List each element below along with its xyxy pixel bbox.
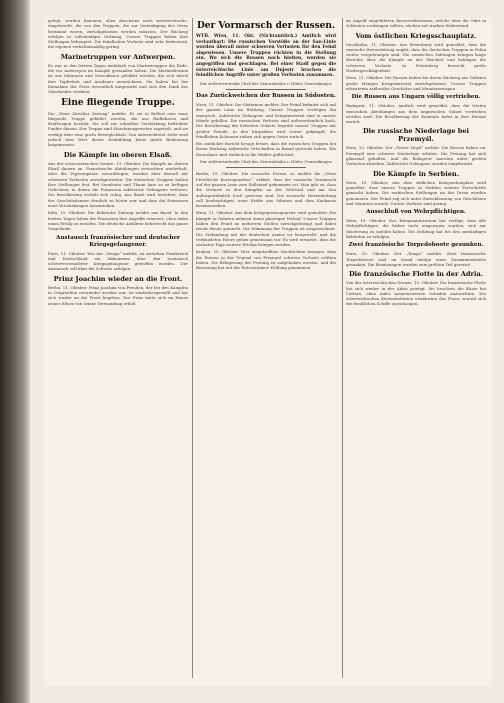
- article-text: Köln, 10. Oktober. Die Kölnische Zeitung meldet aus Basel: In den letzten Tagen haben die Franzosen ihre Angriffe erneuert, ohne indes einen Erfolg zu erzielen. Die deutsche Artillerie beherrscht das ganze Vorgelände.: [48, 210, 188, 232]
- column-rule: [342, 18, 343, 678]
- article-text: Wien, 10. Oktober. Das Kriegsministerium hat verfügt, dass alle Wehrpflichtigen, die bisher nicht eingezogen wurden, sich zur Musterung zu melden haben. Die Meldung hat bei den zuständigen Behörden zu erfolgen.: [346, 218, 486, 240]
- article-text: Budapest, 11. Oktober. Amtlich wird gemeldet, dass die letzten russischen Abteilungen aus dem ungarischen Gebiet vertrieben worden sind. Die Bevölkerung der Komitate kehrt in ihre Heimat zurück.: [346, 103, 486, 125]
- headline: Eine fliegende Truppe.: [61, 97, 175, 108]
- article-text: Wien, 10. Oktober. Aus dem südlichen Kriegsschauplatz wird gemeldet, dass unsere Truppen in Serbien weitere Fortschritte gemacht haben. Die serbischen Stellungen an der Drina wurden genommen. Der Feind zog sich unter Zurücklassung von Geschützen und Munition zurück. Unsere Verluste sind gering.: [346, 179, 486, 206]
- headline: Die Kämpfe im oberen Elsaß.: [63, 150, 173, 159]
- article-text: gelegt, werden Kanonen, allen Anscheine nach österreichische, eingebracht, die von den Truppen, die zur Verteidigung des Ortes bestimmt waren, zurückgelassen werden mussten. Der Rückzug erfolgte in vollständiger Ordnung. Unsere Truppen haben ihre Stellungen behauptet. Die feindlichen Verluste sind sehr bedeutend, die eigenen verhältnismäßig gering.: [48, 18, 188, 50]
- headline: Der Vormarsch der Russen.: [196, 21, 336, 31]
- lead-paragraph: WTB. Wien, 11. Okt. (Nichtamtlich.) Amtlich wird verlautbart: Die russischen Vorstöße an der San-Linie wurden überall unter schweren Verlusten für den Feind abgewiesen. Unsere Truppen rückten in die Stellung ein. Wo sich die Russen noch hielten, wurden sie angegriffen und geschlagen. Bei einer Stadt gegen die österreichische Linie am Dnjestr brachen die feindlichen Angriffe unter großen Verlusten zusammen.: [196, 34, 336, 79]
- column-middle: [196, 18, 336, 686]
- article-text: Berlin, 10. Oktober. Die russische Presse, so meldet die „Neue Preußische Korrespondenz“, erklärt, dass der russische Vormarsch auf der ganzen Linie zum Stillstand gekommen sei. Man gibt zu, dass die Verluste in den Kämpfen an der Weichsel und am San außergewöhnlich hoch gewesen sind. Die russische Heeresleitung soll beabsichtigen, neue Kräfte aus Sibirien und dem Kaukasus heranzuziehen.: [196, 171, 336, 209]
- article-text: Von der österreichischen Grenze, 10. Oktober. Die französische Flotte hat sich wieder in der Adria gezeigt. Sie beschoss die Küste bei Cattaro, ohne indes nennenswerten Schaden anzurichten. Die österreichischen Küstenbatterien erwiderten das Feuer, worauf sich die feindlichen Schiffe zurückzogen.: [346, 280, 486, 307]
- signature: Der stellvertretende Chef des Generalstabs v. Höfer, Generalmajor.: [199, 159, 333, 165]
- article-text: Wien, 11. Oktober. Aus dem Kriegspressequartier wird gemeldet: Die Kämpfe in Galizien nehmen einen günstigen Verlauf. Unsere Truppen haben den Feind an mehreren Stellen zurückgedrängt und dabei reiche Beute gemacht. Die Stimmung der Truppen ist ausgezeichnet. Die Verbindung mit der deutschen Armee ist hergestellt, und die verbündeten Heere gehen gemeinsam vor. Es wird erwartet, dass die nächsten Tage weitere Erfolge bringen werden.: [196, 210, 336, 248]
- article-text: Es war in den letzten Tagen mehrfach von Marinetruppen die Rede, die vor Antwerpen im Kampfe gestanden haben. Die Marinedivision ist aus Matrosen und Seesoldaten gebildet worden, die sich durch ihre Tapferkeit und Ausdauer auszeichnen. Sie haben bei der Einnahme der Forts wesentlich mitgewirkt und sich den Dank des Vaterlandes verdient.: [48, 62, 188, 95]
- article-text: Berlin, 11. Oktober. Prinz Joachim von Preußen, der bei den Kämpfen in Ostpreußen verwundet worden war, ist wiederhergestellt und hat sich wieder an die Front begeben. Der Prinz hatte sich im Hause seiner Eltern von seiner Verwundung erholt.: [48, 284, 188, 306]
- separator: [226, 89, 306, 90]
- headline: Prinz Joachim wieder an die Front.: [53, 274, 183, 283]
- article-text: Krakau, 10. Oktober. Hier eingetroffene Nachrichten besagen, dass die Russen in der Gegend von Przemysl schwere Verluste erlitten haben. Die Belagerung der Festung ist aufgehoben worden, und die Besatzung hat mit der Entsatzarmee Fühlung genommen.: [196, 249, 336, 271]
- article-text: Wien, 10. Oktober. Der „Pester Lloyd“ meldet: Die Russen haben vor Przemyśl eine schwere Niederlage erlitten. Die Festung hat sich glänzend gehalten, und die Belagerer mussten unter großen Verlusten abziehen. Zahlreiche Gefangene wurden eingebracht.: [346, 145, 486, 167]
- separator: [226, 167, 306, 168]
- article-text: Aus der schweizerischen Grenze, 11. Oktober. Die Kämpfe im oberen Elsaß dauern an. Französische Abteilungen versuchten wiederholt, über die Vogesenpässe vorzudringen, wurden aber überall mit schweren Verlusten zurückgeworfen. Die deutschen Truppen halten ihre Stellungen fest. Bei Sennheim und Thann kam es zu heftigen Gefechten, in denen die Franzosen zahlreiche Gefangene verloren. Die Bevölkerung verhält sich ruhig. Aus Basel wird berichtet, dass der Geschützdonner deutlich zu hören war und dass die Franzosen neue Verstärkungen heranziehen.: [48, 160, 188, 209]
- article-text: Wien, 11. Oktober. Die Südarmee meldet: Der Feind befindet sich auf der ganzen Linie im Rückzug. Unsere Truppen verfolgen ihn energisch. Zahlreiche Gefangene und Kriegsmaterial sind in unsere Hände gefallen. Die russischen Verluste sind außerordentlich hoch. Die Bevölkerung der befreiten Gebiete begrüßt unsere Truppen mit großer Freude. In den Karpathen wird weiter gekämpft; die feindlichen Kolonnen ziehen sich gegen Osten zurück.: [196, 102, 336, 139]
- headline: Die Russen aus Ungarn völlig vertrieben.: [351, 94, 481, 101]
- column-left: [48, 18, 188, 686]
- article-text: Die „Neue Züricher Zeitung“ meldet: Es sei in Belfort eine neue fliegende Truppe gebildet worden, die aus Radfahrern und Kraftwagen besteht. Sie soll zur schnellen Verstärkung bedrohter Punkte dienen. Der Truppe sind Maschinengewehre zugeteilt, und sie verfügt über eine große Beweglichkeit. Von unterrichteter Seite wird jedoch dem Wert dieser Neubildung keine große Bedeutung beigemessen.: [48, 110, 188, 148]
- headline: Die französische Flotte in der Adria.: [348, 270, 484, 279]
- article-text: Ein amtlicher Bericht besagt ferner, dass die russischen Truppen bei ihrem Rückzug zahlreiche Ortschaften in Brand gesteckt haben. Die Einwohner sind vielfach in die Wälder geflüchtet.: [196, 141, 336, 157]
- newspaper-sheet: [44, 18, 492, 686]
- article-text: Wien, 11. Oktober. Die Russen haben bei ihrem Rückzug aus Galizien große Mengen Kriegsmaterial zurückgelassen. Unsere Truppen erbeuteten zahlreiche Geschütze und Munitionswagen.: [346, 75, 486, 91]
- headline: Ausschluß von Wehrpflichtigen.: [366, 209, 466, 216]
- headline: Vom östlichen Kriegsschauplatz.: [355, 31, 477, 40]
- article-text: Stockholm, 11. Oktober. Aus Petersburg wird gemeldet, dass die russische Heeresleitung zugibt, dass die deutschen Truppen in Polen weiter vorgedrungen sind. Die russischen Zeitungen bringen lange Berichte über die Kämpfe an der Weichsel und beklagen die schweren Verluste. In Petersburg herrscht große Niedergeschlagenheit.: [346, 41, 486, 74]
- article-text: Paris, 10. Oktober. Der „Temps“ meldet: Zwei französische Torpedoboote sind im Kanal infolge eines Zusammenstoßes gesunken. Die Besatzungen wurden zum größten Teil gerettet.: [346, 251, 486, 267]
- headline: Die russische Niederlage bei Przemyśl.: [362, 127, 470, 144]
- article-text: Paris, 11. Oktober. Wie der „Temps“ meldet, ist zwischen Frankreich und Deutschland ein Abkommen über den Austausch schwerverwundeter Kriegsgefangener getroffen worden. Der Austausch soll über die Schweiz erfolgen.: [48, 250, 188, 272]
- column-rule: [192, 18, 193, 678]
- headline: Austausch französischer und deutscher Kriegsgefangener.: [56, 234, 180, 248]
- article-text: im Angriff eingeführten Reservedivisionen, welche über die Oder in Schlesien vordringen sollten, stießen auf starken Widerstand.: [346, 18, 486, 29]
- signature: Der stellvertretende Chef des Generalstabs v. Höfer, Generalmajor.: [199, 80, 333, 86]
- newspaper-page: [30, 0, 504, 703]
- headline: Das Zurückweichen der Russen in Südosten.: [196, 93, 336, 100]
- headline: Zwei französische Torpedoboote gesunken.: [348, 242, 484, 249]
- headline: Marinetruppen vor Antwerpen.: [60, 52, 176, 61]
- column-right: [346, 18, 486, 686]
- book-spine: [0, 0, 30, 703]
- headline: Die Kämpfe in Serbien.: [372, 169, 460, 178]
